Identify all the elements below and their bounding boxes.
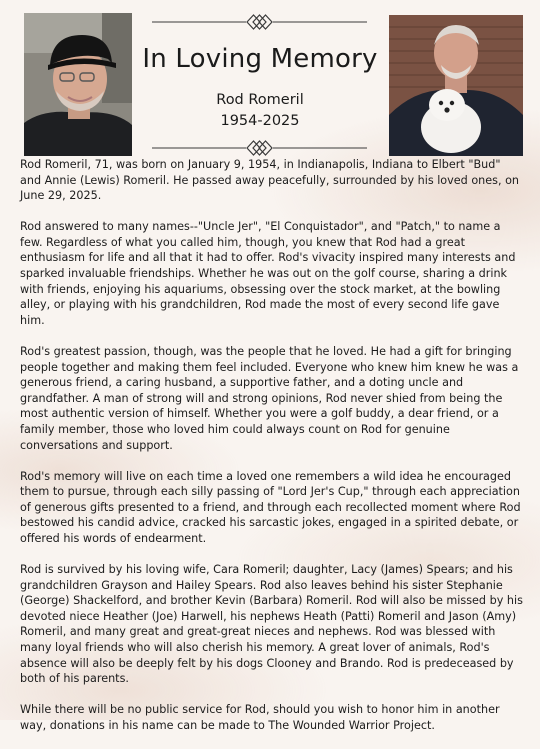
obituary-paragraph-names: Rod answered to many names--"Uncle Jer", "El Conquistador", and "Patch," to name a few. Regardless of what you called him, though, you knew that Rod had a great enthusiasm for life and all that it had to offer. Rod's vivacity inspired many interests and sparked invaluable friendships. Whether he was out on the golf course, sharing a drink with friends, enjoying his aquariums, obsessing over the stock market, at the bowling alley, or playing with his grandchildren, Rod made the most of every second life gave him. [20,220,516,327]
obituary-paragraph-passion: Rod's greatest passion, though, was the people that he loved. He had a gift for bringing people together and making them feel included. Everyone who knew him knew he was a generous friend, a caring husband, a supportive father, and a doting uncle and grandfather. A man of strong will and strong opinions, Rod never shied from being the most authentic version of himself. Whether you were a golf buddy, a dear friend, or a family member, those who loved him could always count on Rod for genuine conversations and support. [20,344,519,452]
deceased-name: Rod Romeril [216,92,304,108]
obituary-paragraph-memory: Rod's memory will live on each time a loved one remembers a wild idea he encouraged them to pursue, through each silly passing of "Lord Jer's Cup," through each appreciation of generous gifts presented to a friend, and through each recollected moment where Rod bestowed his candid advice, cracked his sarcastic jokes, engaged in a spirited debate, or offered his words of endearment. [20,469,521,545]
life-years: 1954-2025 [220,113,300,129]
page-title: In Loving Memory [142,44,378,74]
obituary-paragraph-donations: While there will be no public service for Rod, should you wish to honor him in another way, donations in his name can be made to The Wounded Warrior Project. [20,703,500,732]
obituary-paragraph-birth: Rod Romeril, 71, was born on January 9, 1954, in Indianapolis, Indiana to Elbert "Bud" and Annie (Lewis) Romeril. He passed away peacefully, surrounded by his loved ones, on June 29, 2025. [20,158,520,203]
top-ornament-divider [152,12,367,32]
diamond-divider-icon [152,12,367,32]
man-in-black-cap-portrait-icon [24,13,132,156]
bottom-ornament-divider [152,138,367,158]
obituary-text [20,157,524,749]
man-holding-white-dog-portrait-icon [389,15,523,156]
diamond-divider-icon [152,138,367,158]
portrait-photo-with-dog [389,15,523,156]
portrait-photo-cap [24,13,132,156]
obituary-paragraph-survivors: Rod is survived by his loving wife, Cara Romeril; daughter, Lacy (James) Spears; and his grandchildren Grayson and Hailey Spears. Rod also leaves behind his sister Stephanie (George) Shackelford, and brother Kevin (Barbara) Romeril. Rod will also be missed by his devoted niece Heather (Joe) Harwell, his nephews Heath (Patti) Romeril and Jason (Amy) Romeril, and many great and great-great nieces and nephews. Rod was blessed with many loyal friends who will also cherish his memory. A great lover of animals, Rod's absence will also be deeply felt by his dogs Clooney and Brando. Rod is predeceased by both of his parents. [20,563,523,686]
